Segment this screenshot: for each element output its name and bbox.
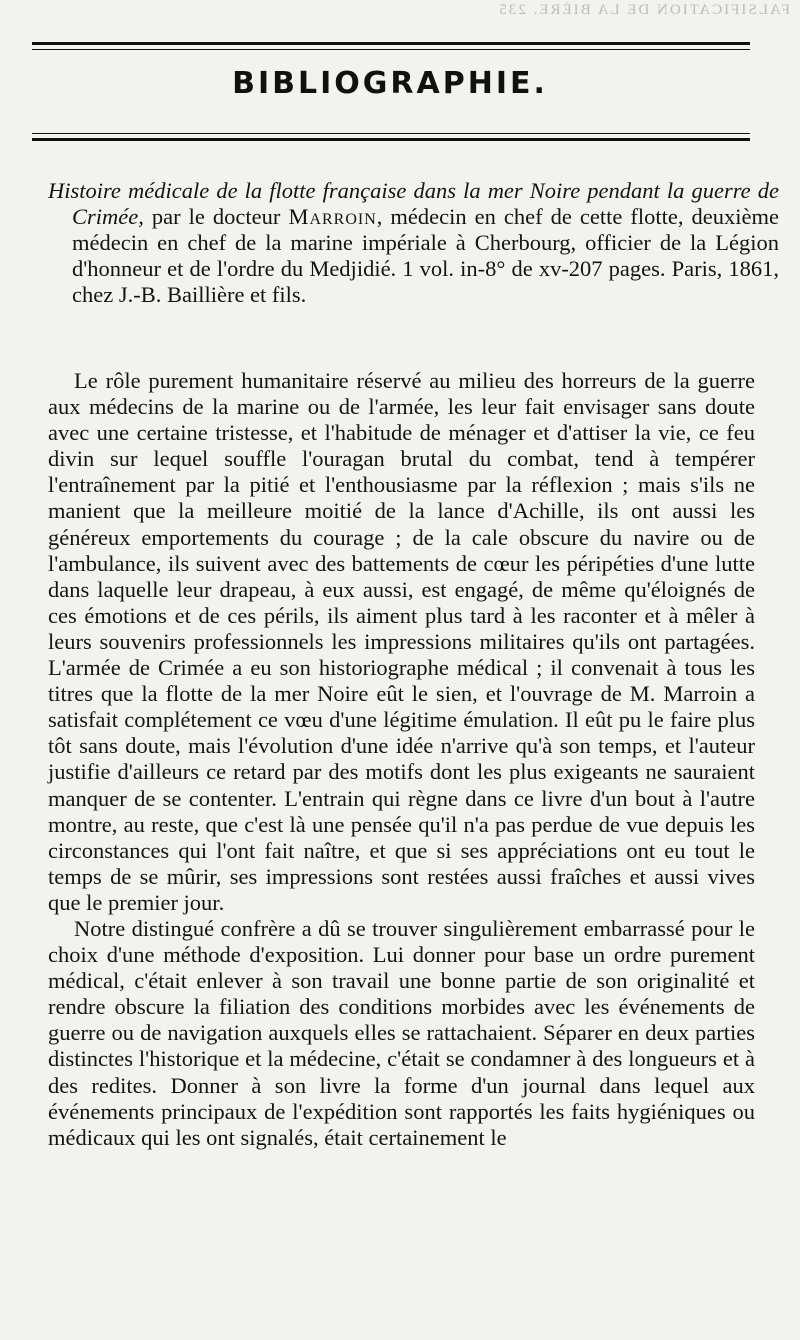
paragraph: Notre distingué confrère a dû se trouver singulièrement embarrassé pour le choix d'une méthode d'exposition. Lui donner pour base un ordre purement médical, c'était enlever à son travail une bonne partie de son originalité et rendre obscure la filiation des conditions morbides avec les événements de guerre ou de navigation auxquels elles se rattachaient. Séparer en deux parties distinctes l'historique et la médecine, c'était se condamner à des longueurs et à des redites. Donner à son livre la forme d'un journal dans lequel aux événements principaux de l'expédition sont rapportés les faits hygiéniques ou médicaux qui les ont signalés, était certainement le [48,915,755,1150]
section-title: BIBLIOGRAPHIE. [232,66,548,101]
top-rule-thick [32,42,750,45]
author-prefix: par le docteur [151,204,281,229]
paragraph: Le rôle purement humanitaire réservé au milieu des horreurs de la guerre aux médecins de la marine ou de l'armée, les leur fait envisager sans doute avec une certaine tristesse, et l'habitude de ménager et d'attiser la vie, ce feu divin sur lequel souffle l'ouragan brutal du combat, tend à tempérer l'entraînement par la pitié et l'enthousiasme par la réflexion ; mais s'ils ne manient que la meilleure moitié de la lance d'Achille, ils ont aussi les généreux emportements du courage ; de la cale obscure du navire ou de l'ambulance, ils suivent avec des battements de cœur les péripéties d'une lutte dans laquelle leur drapeau, à eux aussi, est engagé, de même qu'éloignés de ces émotions et de ces périls, ils aiment plus tard à les raconter et à mêler à leurs souvenirs professionnels les impressions militaires qu'ils ont partagées. L'armée de Crimée a eu son historiographe médical ; il convenait à tous les titres que la flotte de la mer Noire eût le sien, et l'ouvrage de M. Marroin a satisfait complétement ce vœu d'une légitime émulation. Il eût pu le faire plus tôt sans doute, mais l'évolution d'une idée n'arrive qu'à son temps, et l'auteur justifie d'ailleurs ce retard par des motifs dont les plus exigeants ne sauraient manquer de se contenter. L'entrain qui règne dans ce livre d'un bout à l'autre montre, au reste, que c'est là une pensée qu'il n'a pas perdue de vue depuis les circonstances qui l'ont fait naître, et que si ses appréciations ont eu tout le temps de se mûrir, ses impressions sont restées aussi fraîches et aussi vives que le premier jour. [48,368,755,915]
running-header-bleed-through: FALSIFICATION DE LA BIÈRE. 235 [497,2,790,18]
book-description: , médecin en chef de cette flotte, deuxième médecin en chef de la marine impériale à Cherbourg, officier de la Légion d'honneur et de l'ordre du Medjidié. 1 vol. in-8° de xv-207 pages. Paris, 1861, chez J.-B. Baillière et fils. [72,204,780,307]
book-title: Histoire médicale de la flotte française dans la mer Noire pendant la guerre de Crimée, [48,178,779,229]
top-rule-thin [32,49,750,50]
bottom-rule-thick [32,138,750,141]
author-name: Marroin [288,204,377,229]
review-body [48,368,755,1151]
bottom-rule-thin [32,133,750,134]
bibliography-entry [48,178,779,308]
